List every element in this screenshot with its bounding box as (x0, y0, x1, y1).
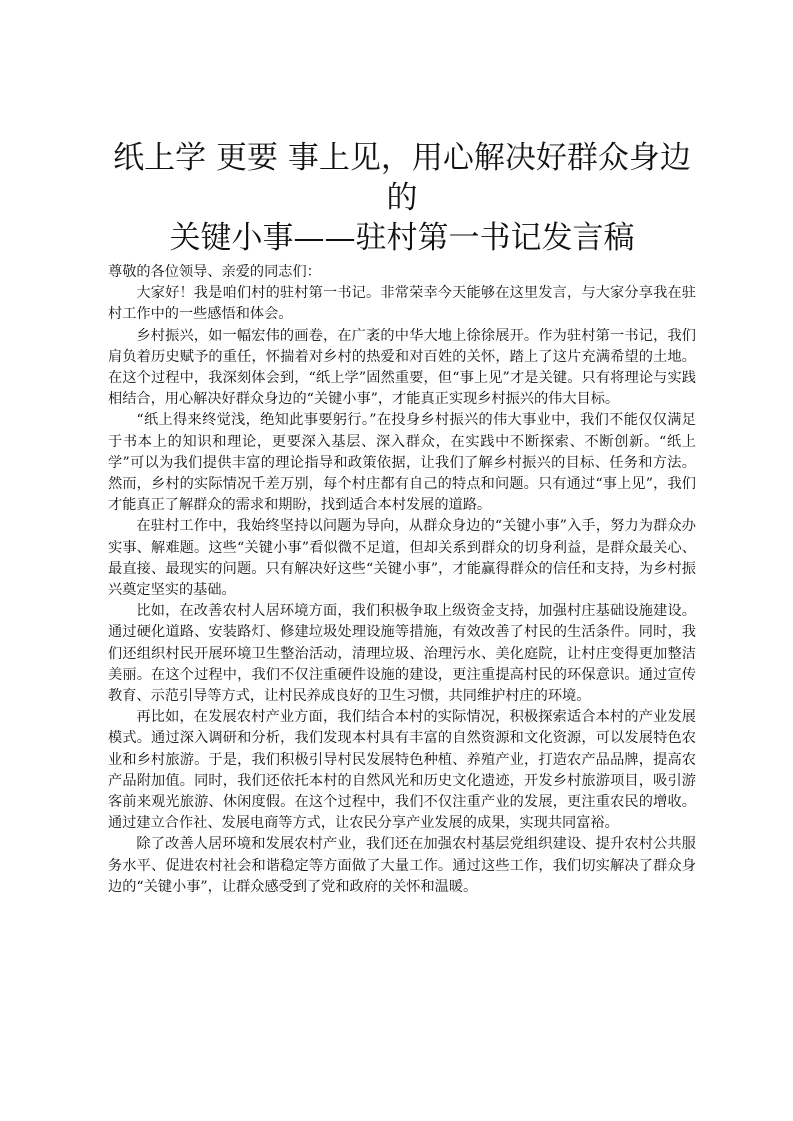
document-title (108, 138, 696, 258)
paragraph-6: 再比如，在发展农村产业方面，我们结合本村的实际情况，积极探索适合本村的产业发展模式。通过深入调研和分析，我们发现本村具有丰富的自然资源和文化资源，可以发展特色农业和乡村旅游。于是，我们积极引导村民发展特色种植、养殖产业，打造农产品品牌，提高农产品附加值。同时，我们还依托本村的自然风光和历史文化遗迹，开发乡村旅游项目，吸引游客前来观光旅游、休闲度假。在这个过程中，我们不仅注重产业的发展，更注重农民的增收。通过建立合作社、发展电商等方式，让农民分享产业发展的成果，实现共同富裕。 (108, 709, 696, 832)
title-line-2: 关键小事——驻村第一书记发言稿 (169, 220, 635, 256)
paragraph-4: 在驻村工作中，我始终坚持以问题为导向，从群众身边的“关键小事”入手，努力为群众办实事、解难题。这些“关键小事”看似微不足道，但却关系到群众的切身利益，是群众最关心、最直接、最现实的问题。只有解决好这些“关键小事”，才能赢得群众的信任和支持，为乡村振兴奠定坚实的基础。 (108, 518, 696, 599)
paragraph-7: 除了改善人居环境和发展农村产业，我们还在加强农村基层党组织建设、提升农村公共服务水平、促进农村社会和谐稳定等方面做了大量工作。通过这些工作，我们切实解决了群众身边的“关键小事”，让群众感受到了党和政府的关怀和温暖。 (108, 836, 696, 895)
paragraph-5: 比如，在改善农村人居环境方面，我们积极争取上级资金支持，加强村庄基础设施建设。通过硬化道路、安装路灯、修建垃圾处理设施等措施，有效改善了村民的生活条件。同时，我们还组织村民开展环境卫生整治活动，清理垃圾、治理污水、美化庭院，让村庄变得更加整洁美丽。在这个过程中，我们不仅注重硬件设施的建设，更注重提高村民的环保意识。通过宣传教育、示范引导等方式，让村民养成良好的卫生习惯，共同维护村庄的环境。 (108, 603, 696, 705)
paragraph-1: 大家好！我是咱们村的驻村第一书记。非常荣幸今天能够在这里发言，与大家分享我在驻村工作中的一些感悟和体会。 (108, 285, 696, 323)
paragraph-3: “纸上得来终觉浅，绝知此事要躬行。”在投身乡村振兴的伟大事业中，我们不能仅仅满足于书本上的知识和理论，更要深入基层、深入群众，在实践中不断探索、不断创新。“纸上学”可以为我们提供丰富的理论指导和政策依据，让我们了解乡村振兴的目标、任务和方法。然而，乡村的实际情况千差万别，每个村庄都有自己的特点和问题。只有通过“事上见”，我们才能真正了解群众的需求和期盼，找到适合本村发展的道路。 (108, 412, 696, 514)
paragraph-2: 乡村振兴，如一幅宏伟的画卷，在广袤的中华大地上徐徐展开。作为驻村第一书记，我们肩负着历史赋予的重任，怀揣着对乡村的热爱和对百姓的关怀，踏上了这片充满希望的土地。在这个过程中，我深刻体会到，“纸上学”固然重要，但“事上见”才是关键。只有将理论与实践相结合，用心解决好群众身边的“关键小事”，才能真正实现乡村振兴的伟大目标。 (108, 327, 696, 408)
document-page (108, 138, 696, 898)
salutation: 尊敬的各位领导、亲爱的同志们： (108, 264, 321, 280)
title-line-1: 纸上学 更要 事上见，用心解决好群众身边的 (113, 140, 691, 216)
